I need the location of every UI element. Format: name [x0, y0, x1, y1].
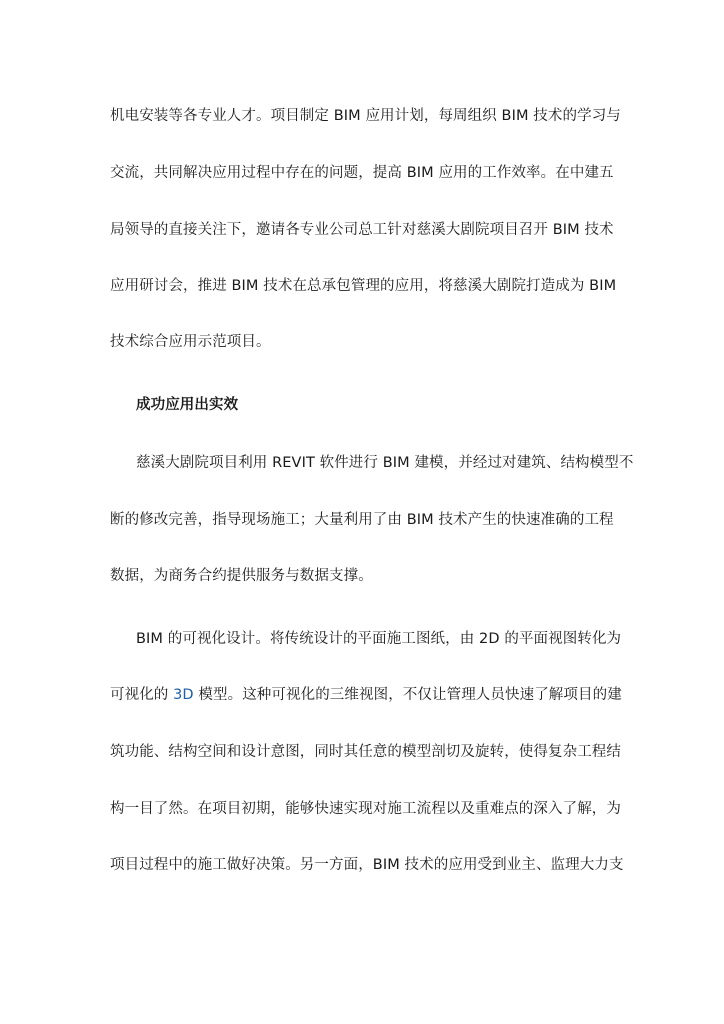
text-segment: 模型。这种可视化的三维视图，不仅让管理人员快速了解项目的建 — [193, 687, 622, 703]
paragraph-line: 机电安装等各专业人才。项目制定 BIM 应用计划，每周组织 BIM 技术的学习与 — [110, 108, 621, 124]
paragraph-line: 构一目了然。在项目初期，能够快速实现对施工流程以及重难点的深入了解，为 — [110, 801, 621, 817]
section-heading: 成功应用出实效 — [136, 397, 239, 413]
text-segment: 可视化的 — [110, 687, 174, 703]
paragraph-line: 项目过程中的施工做好决策。另一方面，BIM 技术的应用受到业主、监理大力支 — [110, 857, 624, 873]
paragraph-line: 慈溪大剧院项目利用 REVIT 软件进行 BIM 建模，并经过对建筑、结构模型不 — [136, 455, 634, 471]
paragraph-line: 局领导的直接关注下，邀请各专业公司总工针对慈溪大剧院项目召开 BIM 技术 — [110, 222, 614, 238]
paragraph-line: 交流，共同解决应用过程中存在的问题，提高 BIM 应用的工作效率。在中建五 — [110, 165, 614, 181]
paragraph-line: 筑功能、结构空间和设计意图，同时其任意的模型剖切及旋转，使得复杂工程结 — [110, 744, 621, 760]
paragraph-line: 应用研讨会，推进 BIM 技术在总承包管理的应用，将慈溪大剧院打造成为 BIM — [110, 278, 617, 294]
paragraph-line: BIM 的可视化设计。将传统设计的平面施工图纸，由 2D 的平面视图转化为 — [136, 631, 622, 647]
paragraph-line: 技术综合应用示范项目。 — [110, 334, 271, 350]
paragraph-line: 数据，为商务合约提供服务与数据支撑。 — [110, 568, 373, 584]
paragraph-line — [110, 685, 622, 705]
3d-link[interactable]: 3D — [173, 687, 194, 703]
paragraph-line: 断的修改完善，指导现场施工；大量利用了由 BIM 技术产生的快速准确的工程 — [110, 512, 614, 528]
